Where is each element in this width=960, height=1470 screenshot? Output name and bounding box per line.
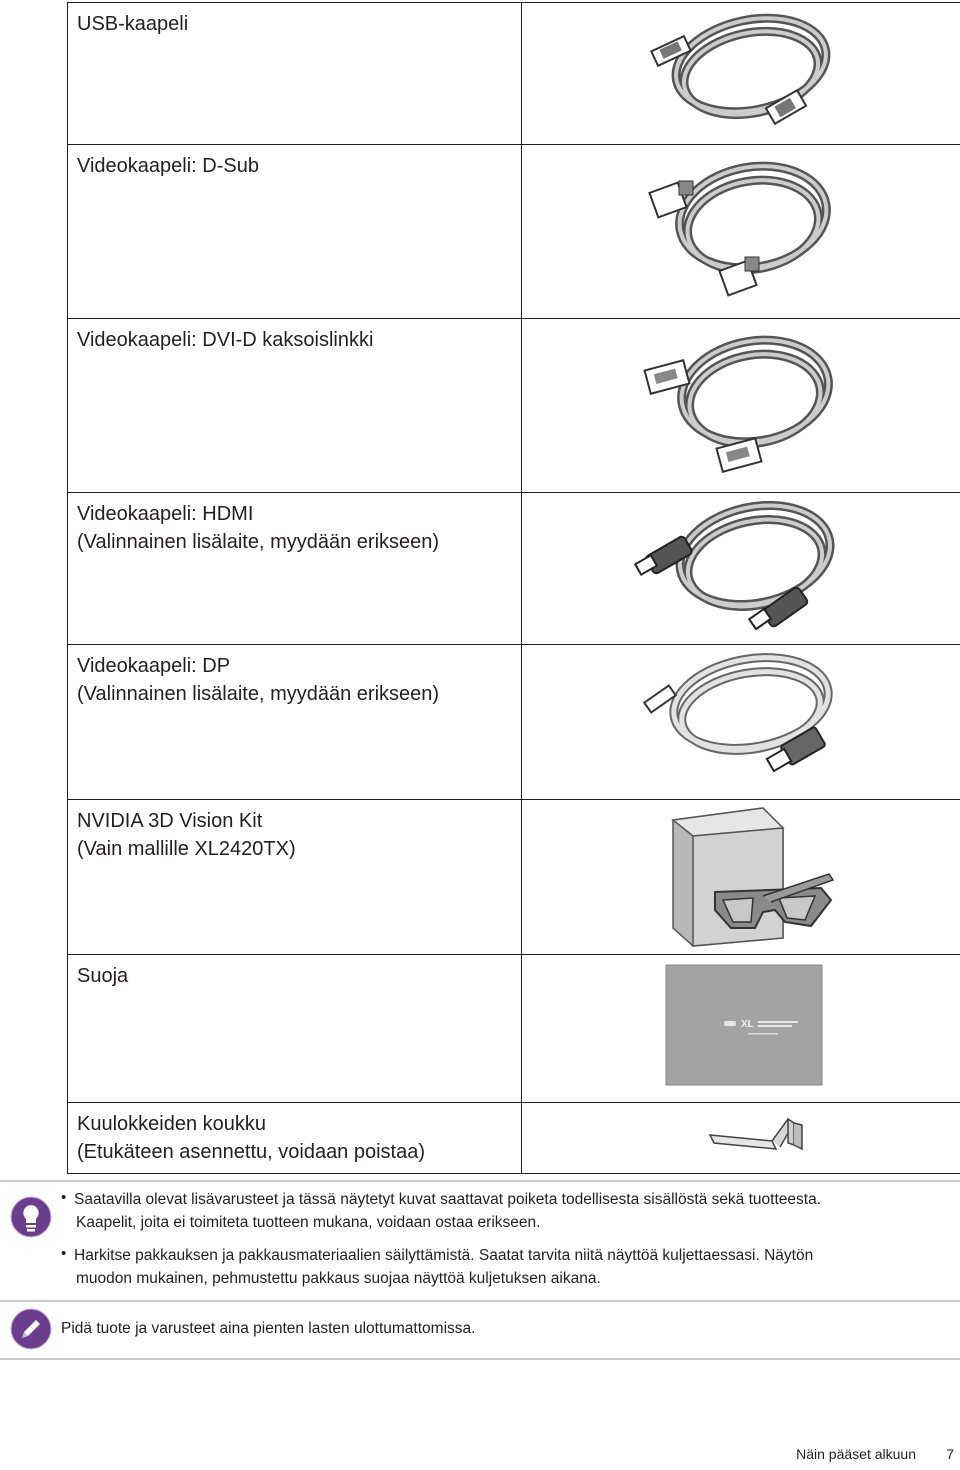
item-label-cell [68,1103,522,1174]
item-note: (Valinnainen lisälaite, myydään erikseen) [77,531,440,553]
dp-cable-image [522,645,960,800]
page-number: 7 [946,1446,954,1462]
dsub-cable-image [522,145,960,319]
item-name: USB-kaapeli [77,13,189,35]
tip-text: Harkitse pakkauksen ja pakkausmateriaalien säilyttämistä. Saatat tarvita niitä näyttöä kuljettaessasi. Näytön [74,1247,814,1264]
item-name: Videokaapeli: DVI-D kaksoislinkki [77,329,374,351]
headphone-hook-image [522,1103,960,1174]
tip-text: Kaapelit, joita ei toimiteta tuotteen mukana, voidaan ostaa erikseen. [76,1214,541,1231]
note-separator [0,1300,960,1302]
item-name: Suoja [77,965,129,987]
dp-cable-illustration [633,645,853,795]
dsub-cable-illustration [633,145,853,315]
pencil-icon [10,1308,52,1350]
hdmi-cable-illustration [633,493,853,643]
dvi-cable-illustration [633,319,853,489]
item-note: (Etukäteen asennettu, voidaan poistaa) [77,1141,426,1163]
footer-section-title: Näin pääset alkuun [796,1446,916,1462]
bullet-dot: • [61,1245,67,1262]
page-footer [0,1440,960,1470]
item-name: Videokaapeli: D-Sub [77,155,259,177]
cover-print-text: XL [741,1019,754,1030]
item-name: Kuulokkeiden koukku [77,1113,267,1135]
lightbulb-icon [10,1196,52,1238]
note-separator [0,1180,960,1182]
dust-cover-illustration [648,961,838,1091]
table-row [68,493,960,645]
3d-vision-kit-illustration [643,800,843,950]
table-row [68,1103,960,1174]
table-row [68,800,960,955]
item-label-cell [68,645,522,800]
tip-text: muodon mukainen, pehmustettu pakkaus suojaa näyttöä kuljetuksen aikana. [76,1270,601,1287]
item-label-cell [68,145,522,319]
usb-cable-illustration [633,3,853,143]
table-row [68,3,960,145]
item-label-cell [68,800,522,955]
cover-image [522,955,960,1103]
headphone-hook-illustration [702,1107,822,1167]
item-label-cell [68,319,522,493]
item-name: Videokaapeli: DP [77,655,231,677]
note-separator [0,1358,960,1360]
item-note: (Vain mallille XL2420TX) [77,838,296,860]
table-row [68,645,960,800]
item-name: Videokaapeli: HDMI [77,503,254,525]
item-name: NVIDIA 3D Vision Kit [77,810,263,832]
item-label-cell [68,955,522,1103]
item-label-cell [68,493,522,645]
3d-vision-kit-image [522,800,960,955]
bullet-dot: • [61,1189,67,1206]
table-row [68,955,960,1103]
accessories-table [67,2,960,1174]
dvi-cable-image [522,319,960,493]
table-row [68,145,960,319]
tip-text: Saatavilla olevat lisävarusteet ja tässä näytetyt kuvat saattavat poiketa todellisesta sisällöstä sekä tuotteesta. [74,1191,821,1208]
usb-cable-image [522,3,960,145]
note-text: Pidä tuote ja varusteet aina pienten lasten ulottumattomissa. [61,1320,476,1337]
table-row [68,319,960,493]
item-note: (Valinnainen lisälaite, myydään erikseen) [77,683,440,705]
hdmi-cable-image [522,493,960,645]
item-label-cell [68,3,522,145]
